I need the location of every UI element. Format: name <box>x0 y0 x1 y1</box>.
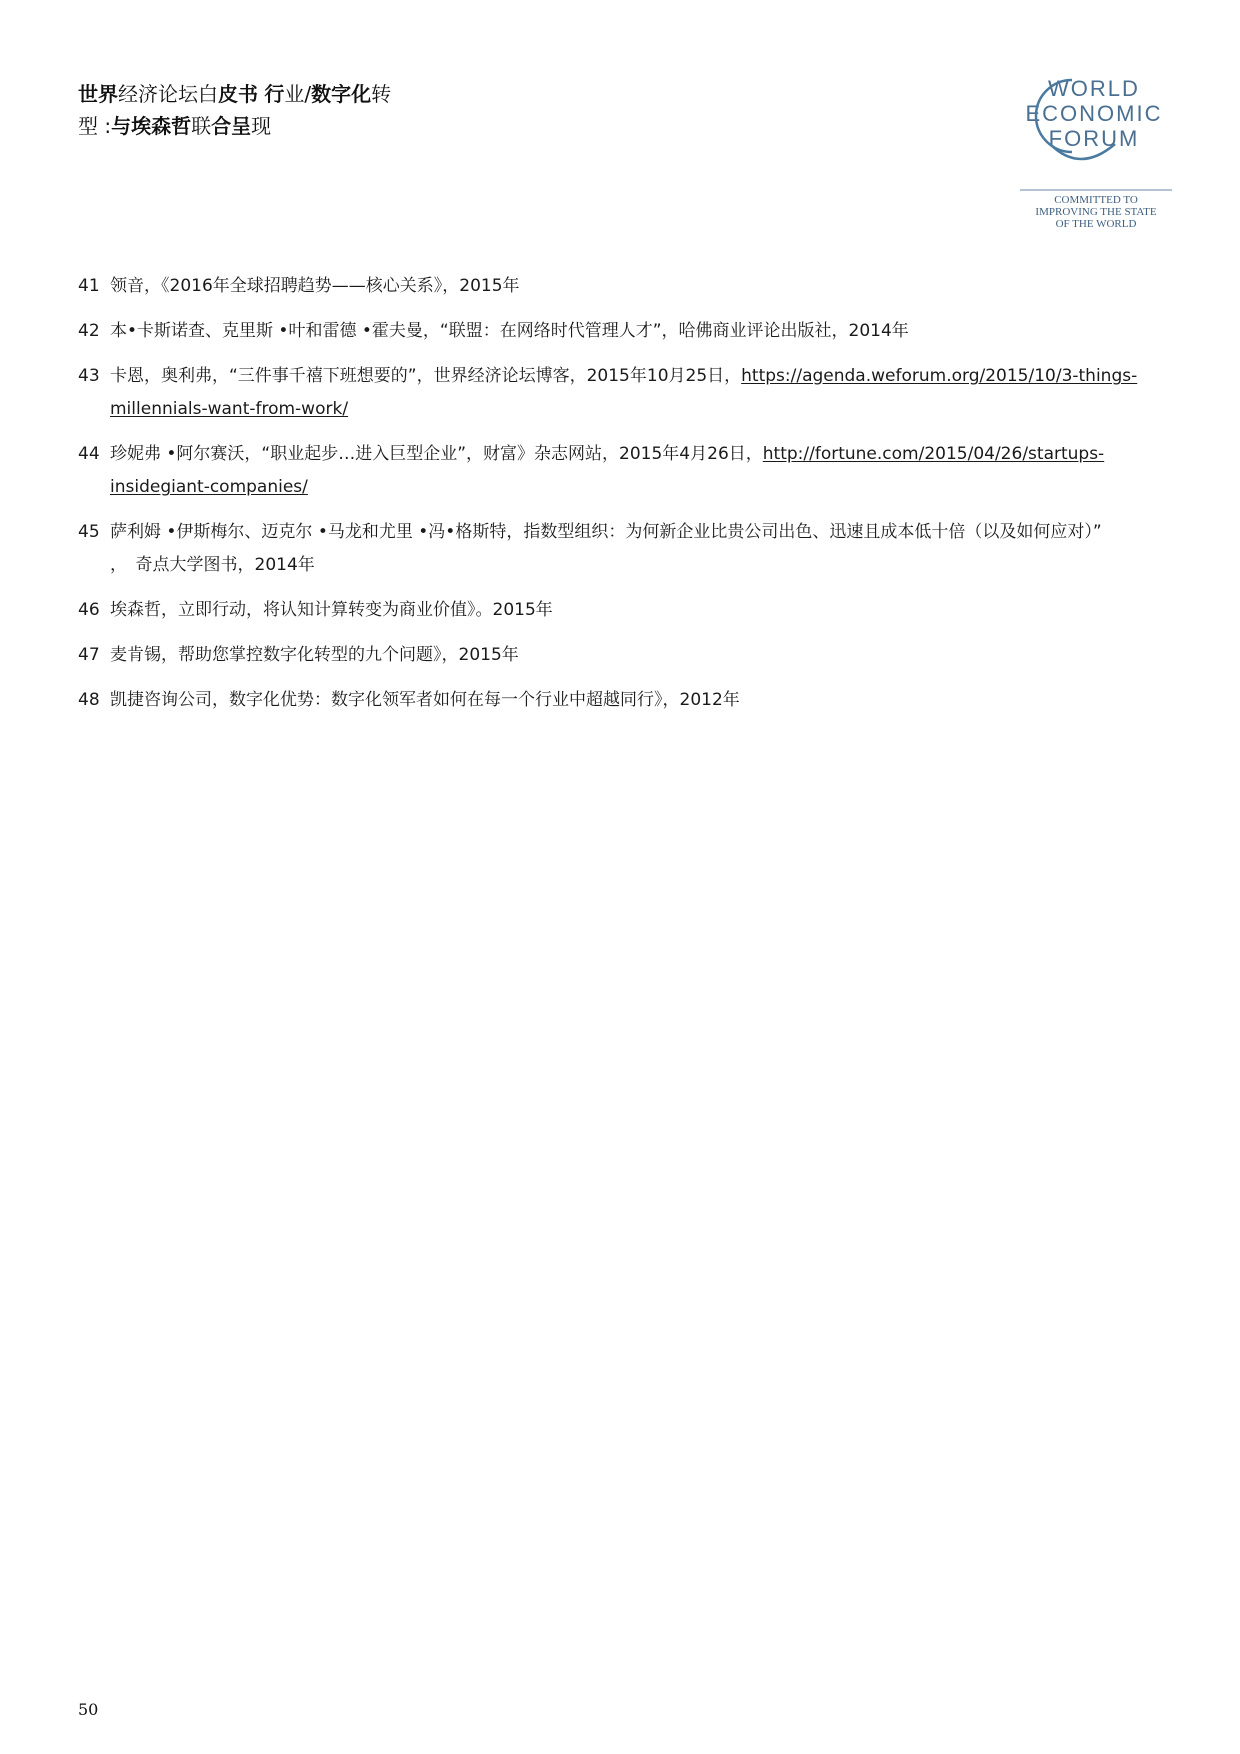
reference-text: 麦肯锡，帮助您掌控数字化转型的九个问题》，2015年 <box>110 645 519 665</box>
reference-number: 46 <box>78 600 100 620</box>
logo-word-forum: FORUM <box>1048 126 1140 151</box>
reference-number: 48 <box>78 690 100 710</box>
reference-text: 珍妮弗 •阿尔赛沃，“职业起步…进入巨型企业”，财富》杂志网站，2015年4月26日， <box>110 444 763 464</box>
wef-logo <box>1010 74 1176 234</box>
reference-text: 领音，《2016年全球招聘趋势——核心关系》，2015年 <box>110 276 520 296</box>
reference-text: 萨利姆 •伊斯梅尔、迈克尔 •马龙和尤里 •冯•格斯特，指数型组织：为何新企业比贵公司出色、迅速且成本低十倍（以及如何应对）” <box>110 522 1102 542</box>
reference-number: 47 <box>78 645 100 665</box>
page-title-segment: 与埃森哲 <box>111 114 192 138</box>
page-title-segment: 业/ <box>284 82 312 106</box>
reference-text: 本•卡斯诺查、克里斯 •叶和雷德 •霍夫曼，“联盟：在网络时代管理人才”，哈佛商业评论出版社，2014年 <box>110 321 909 341</box>
page-title-segment: 世界 <box>78 82 118 106</box>
page-title-segment: 联 <box>191 114 212 138</box>
logo-tagline-3: OF THE WORLD <box>1055 218 1137 230</box>
reference-item <box>78 438 1178 504</box>
page-title-line-2 <box>78 110 438 142</box>
reference-link[interactable]: https://agenda.weforum.org/2015/10/3-things-millennials-want-from-work/ <box>110 366 1138 419</box>
logo-tagline-2: IMPROVING THE STATE <box>1035 206 1157 218</box>
reference-item <box>78 684 1178 717</box>
reference-number: 42 <box>78 321 100 341</box>
page-title-segment: 型 : <box>78 114 112 138</box>
reference-item <box>78 270 1178 303</box>
page-title-segment: 经济论坛白 <box>118 82 218 106</box>
reference-link[interactable]: http://fortune.com/2015/04/26/startups-insidegiant-companies/ <box>110 444 1105 497</box>
reference-item <box>78 639 1178 672</box>
page-title-segment: 转 <box>371 82 392 106</box>
logo-word-world: WORLD <box>1048 76 1140 101</box>
logo-word-economic: ECONOMIC <box>1025 101 1163 126</box>
reference-text: 埃森哲，立即行动，将认知计算转变为商业价值》。2015年 <box>110 600 553 620</box>
reference-item <box>78 516 1178 582</box>
reference-item <box>78 315 1178 348</box>
reference-item <box>78 594 1178 627</box>
page-title-segment: 行 <box>264 82 285 106</box>
wef-logo-graphic <box>1010 74 1176 234</box>
page-title <box>78 78 438 142</box>
reference-number: 41 <box>78 276 100 296</box>
page-title-line-1 <box>78 78 438 110</box>
reference-list <box>78 270 1178 729</box>
page-title-segment: 数字化 <box>311 82 372 106</box>
reference-number: 44 <box>78 444 100 464</box>
page-number: 50 <box>78 1700 99 1719</box>
logo-tagline-1: COMMITTED TO <box>1054 194 1138 206</box>
page-title-segment: 皮书 <box>218 82 258 106</box>
reference-publisher: ， 奇点大学图书，2014年 <box>110 555 315 575</box>
page-title-segment: 合呈 <box>211 114 252 138</box>
page-title-segment: 现 <box>251 114 272 138</box>
reference-text: 凯捷咨询公司，数字化优势：数字化领军者如何在每一个行业中超越同行》，2012年 <box>110 690 740 710</box>
reference-number: 43 <box>78 366 100 386</box>
reference-number: 45 <box>78 522 100 542</box>
reference-text: 卡恩，奥利弗，“三件事千禧下班想要的”，世界经济论坛博客，2015年10月25日， <box>110 366 742 386</box>
reference-item <box>78 360 1178 426</box>
